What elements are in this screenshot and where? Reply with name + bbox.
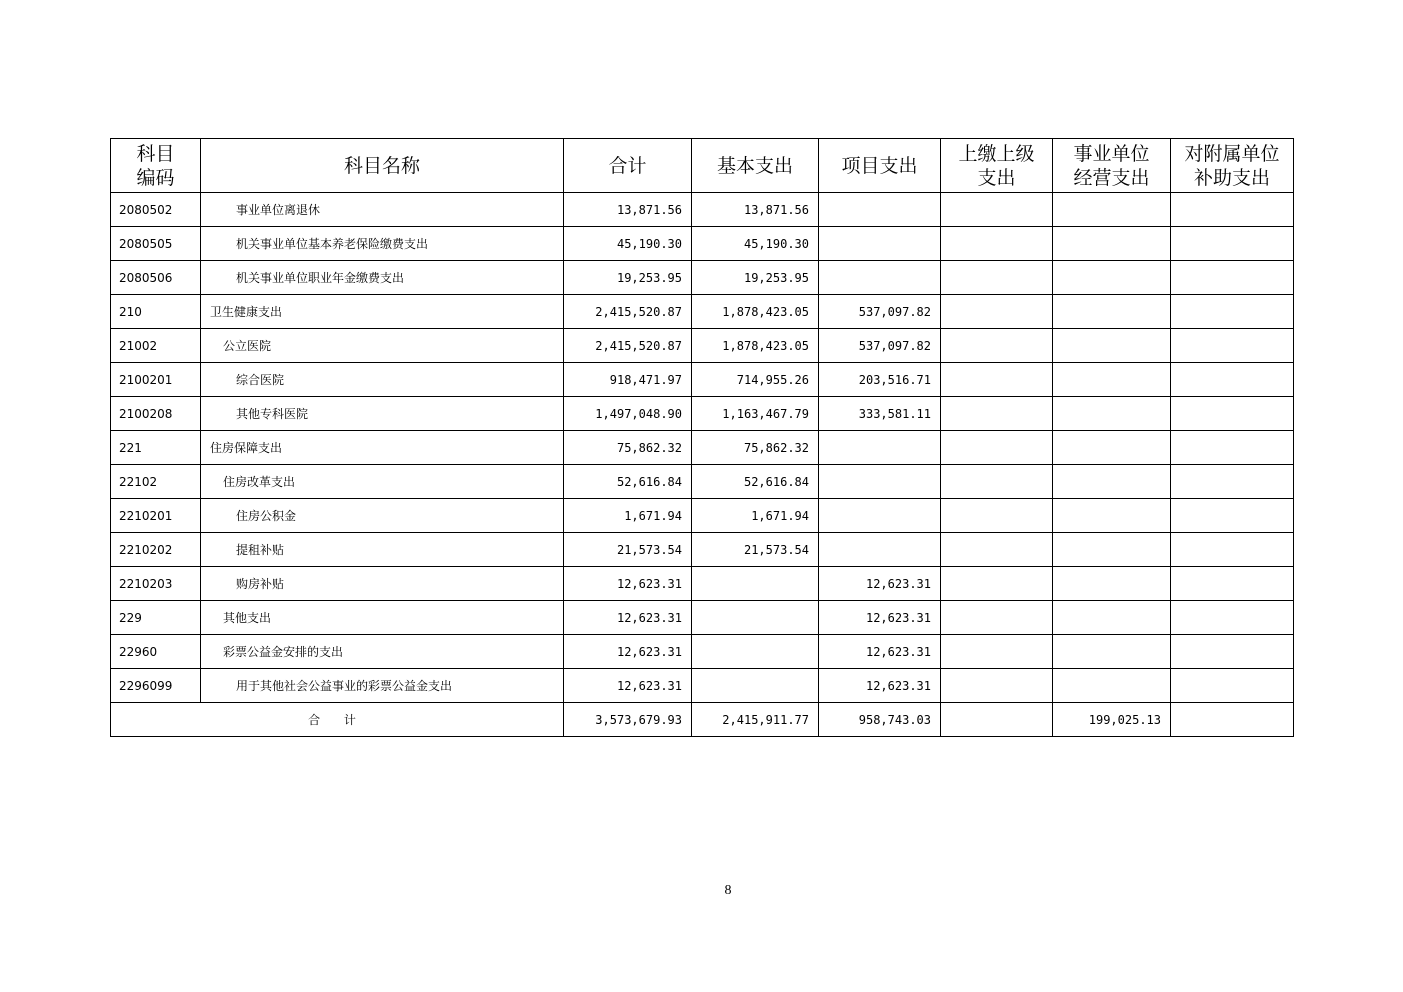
row-code: 2100201 [111,363,201,397]
row-basic [692,635,819,669]
row-name: 机关事业单位基本养老保险缴费支出 [201,227,564,261]
row-subsidy [1171,397,1294,431]
row-subsidy [1171,261,1294,295]
table-row [111,601,1294,635]
table-row [111,465,1294,499]
row-subsidy [1171,329,1294,363]
row-code: 2100208 [111,397,201,431]
row-business [1053,431,1171,465]
header-project: 项目支出 [819,139,941,193]
row-project [819,499,941,533]
row-subsidy [1171,499,1294,533]
row-name: 综合医院 [201,363,564,397]
row-basic: 13,871.56 [692,193,819,227]
row-project: 12,623.31 [819,669,941,703]
row-total: 12,623.31 [564,669,692,703]
row-total: 19,253.95 [564,261,692,295]
row-total: 12,623.31 [564,601,692,635]
row-project: 537,097.82 [819,329,941,363]
header-basic: 基本支出 [692,139,819,193]
row-upper [941,431,1053,465]
row-project: 333,581.11 [819,397,941,431]
row-upper [941,635,1053,669]
row-project: 537,097.82 [819,295,941,329]
table-row [111,669,1294,703]
header-subsidy-line1: 对附属单位 [1184,142,1280,165]
row-name: 住房改革支出 [201,465,564,499]
row-name: 用于其他社会公益事业的彩票公益金支出 [201,669,564,703]
row-basic [692,669,819,703]
row-upper [941,601,1053,635]
row-subsidy [1171,363,1294,397]
row-subsidy [1171,193,1294,227]
row-project [819,533,941,567]
row-total: 13,871.56 [564,193,692,227]
row-basic: 1,671.94 [692,499,819,533]
row-project: 12,623.31 [819,601,941,635]
row-business [1053,193,1171,227]
row-upper [941,363,1053,397]
row-business [1053,601,1171,635]
row-subsidy [1171,227,1294,261]
table-row [111,363,1294,397]
expenditure-table [110,138,1294,737]
row-name: 提租补贴 [201,533,564,567]
table-row [111,227,1294,261]
row-project [819,193,941,227]
row-subsidy [1171,465,1294,499]
table-row [111,431,1294,465]
row-business [1053,533,1171,567]
row-name: 其他支出 [201,601,564,635]
header-code [111,139,201,193]
header-code-line1: 科目 [136,142,175,165]
row-upper [941,567,1053,601]
table-row [111,397,1294,431]
row-code: 2210203 [111,567,201,601]
total-upper [941,703,1053,737]
row-name: 住房公积金 [201,499,564,533]
row-code: 2210201 [111,499,201,533]
row-code: 22102 [111,465,201,499]
row-upper [941,397,1053,431]
total-basic: 2,415,911.77 [692,703,819,737]
total-subsidy [1171,703,1294,737]
row-name: 购房补贴 [201,567,564,601]
row-basic: 1,878,423.05 [692,295,819,329]
header-upper-line2: 支出 [977,166,1016,189]
header-business-line1: 事业单位 [1073,142,1150,165]
total-business: 199,025.13 [1053,703,1171,737]
row-basic: 75,862.32 [692,431,819,465]
row-upper [941,465,1053,499]
table-body [111,193,1294,703]
row-code: 2080506 [111,261,201,295]
row-name: 机关事业单位职业年金缴费支出 [201,261,564,295]
row-business [1053,635,1171,669]
row-total: 918,471.97 [564,363,692,397]
row-upper [941,193,1053,227]
row-total: 1,497,048.90 [564,397,692,431]
row-name: 卫生健康支出 [201,295,564,329]
header-subsidy [1171,139,1294,193]
row-name: 事业单位离退休 [201,193,564,227]
row-business [1053,397,1171,431]
header-code-line2: 编码 [136,166,175,189]
row-business [1053,329,1171,363]
header-business [1053,139,1171,193]
row-total: 2,415,520.87 [564,329,692,363]
row-project [819,227,941,261]
row-total: 21,573.54 [564,533,692,567]
row-business [1053,295,1171,329]
row-project [819,431,941,465]
header-total: 合计 [564,139,692,193]
total-project: 958,743.03 [819,703,941,737]
row-subsidy [1171,431,1294,465]
row-code: 21002 [111,329,201,363]
row-project: 12,623.31 [819,635,941,669]
table-row [111,499,1294,533]
row-name: 住房保障支出 [201,431,564,465]
row-project: 12,623.31 [819,567,941,601]
row-basic [692,601,819,635]
row-name: 其他专科医院 [201,397,564,431]
table-row [111,533,1294,567]
total-total: 3,573,679.93 [564,703,692,737]
row-subsidy [1171,635,1294,669]
row-code: 229 [111,601,201,635]
row-basic: 52,616.84 [692,465,819,499]
row-code: 2210202 [111,533,201,567]
header-subsidy-line2: 补助支出 [1193,166,1270,189]
row-upper [941,499,1053,533]
total-label: 合 计 [111,703,564,737]
row-project [819,261,941,295]
row-basic: 45,190.30 [692,227,819,261]
row-total: 45,190.30 [564,227,692,261]
total-row [111,703,1294,737]
row-upper [941,261,1053,295]
row-subsidy [1171,295,1294,329]
row-subsidy [1171,567,1294,601]
header-upper [941,139,1053,193]
row-code: 221 [111,431,201,465]
row-business [1053,499,1171,533]
row-total: 12,623.31 [564,567,692,601]
header-upper-line1: 上缴上级 [958,142,1035,165]
row-business [1053,669,1171,703]
header-name: 科目名称 [201,139,564,193]
table-row [111,635,1294,669]
row-total: 75,862.32 [564,431,692,465]
row-upper [941,669,1053,703]
row-code: 2296099 [111,669,201,703]
row-basic [692,567,819,601]
row-code: 22960 [111,635,201,669]
row-business [1053,465,1171,499]
row-total: 52,616.84 [564,465,692,499]
row-project: 203,516.71 [819,363,941,397]
row-total: 1,671.94 [564,499,692,533]
row-business [1053,567,1171,601]
row-name: 公立医院 [201,329,564,363]
table-row [111,329,1294,363]
row-basic: 19,253.95 [692,261,819,295]
row-total: 12,623.31 [564,635,692,669]
row-subsidy [1171,533,1294,567]
row-name: 彩票公益金安排的支出 [201,635,564,669]
row-upper [941,533,1053,567]
row-business [1053,261,1171,295]
page-number: 8 [724,883,732,898]
row-subsidy [1171,601,1294,635]
row-total: 2,415,520.87 [564,295,692,329]
row-code: 2080502 [111,193,201,227]
row-upper [941,295,1053,329]
row-code: 2080505 [111,227,201,261]
row-basic: 21,573.54 [692,533,819,567]
row-basic: 714,955.26 [692,363,819,397]
row-project [819,465,941,499]
row-subsidy [1171,669,1294,703]
table-row [111,295,1294,329]
row-basic: 1,163,467.79 [692,397,819,431]
header-business-line2: 经营支出 [1073,166,1150,189]
row-code: 210 [111,295,201,329]
table-row [111,261,1294,295]
row-business [1053,227,1171,261]
header-row [111,139,1294,193]
row-business [1053,363,1171,397]
row-upper [941,227,1053,261]
row-upper [941,329,1053,363]
table-row [111,567,1294,601]
row-basic: 1,878,423.05 [692,329,819,363]
table-row [111,193,1294,227]
